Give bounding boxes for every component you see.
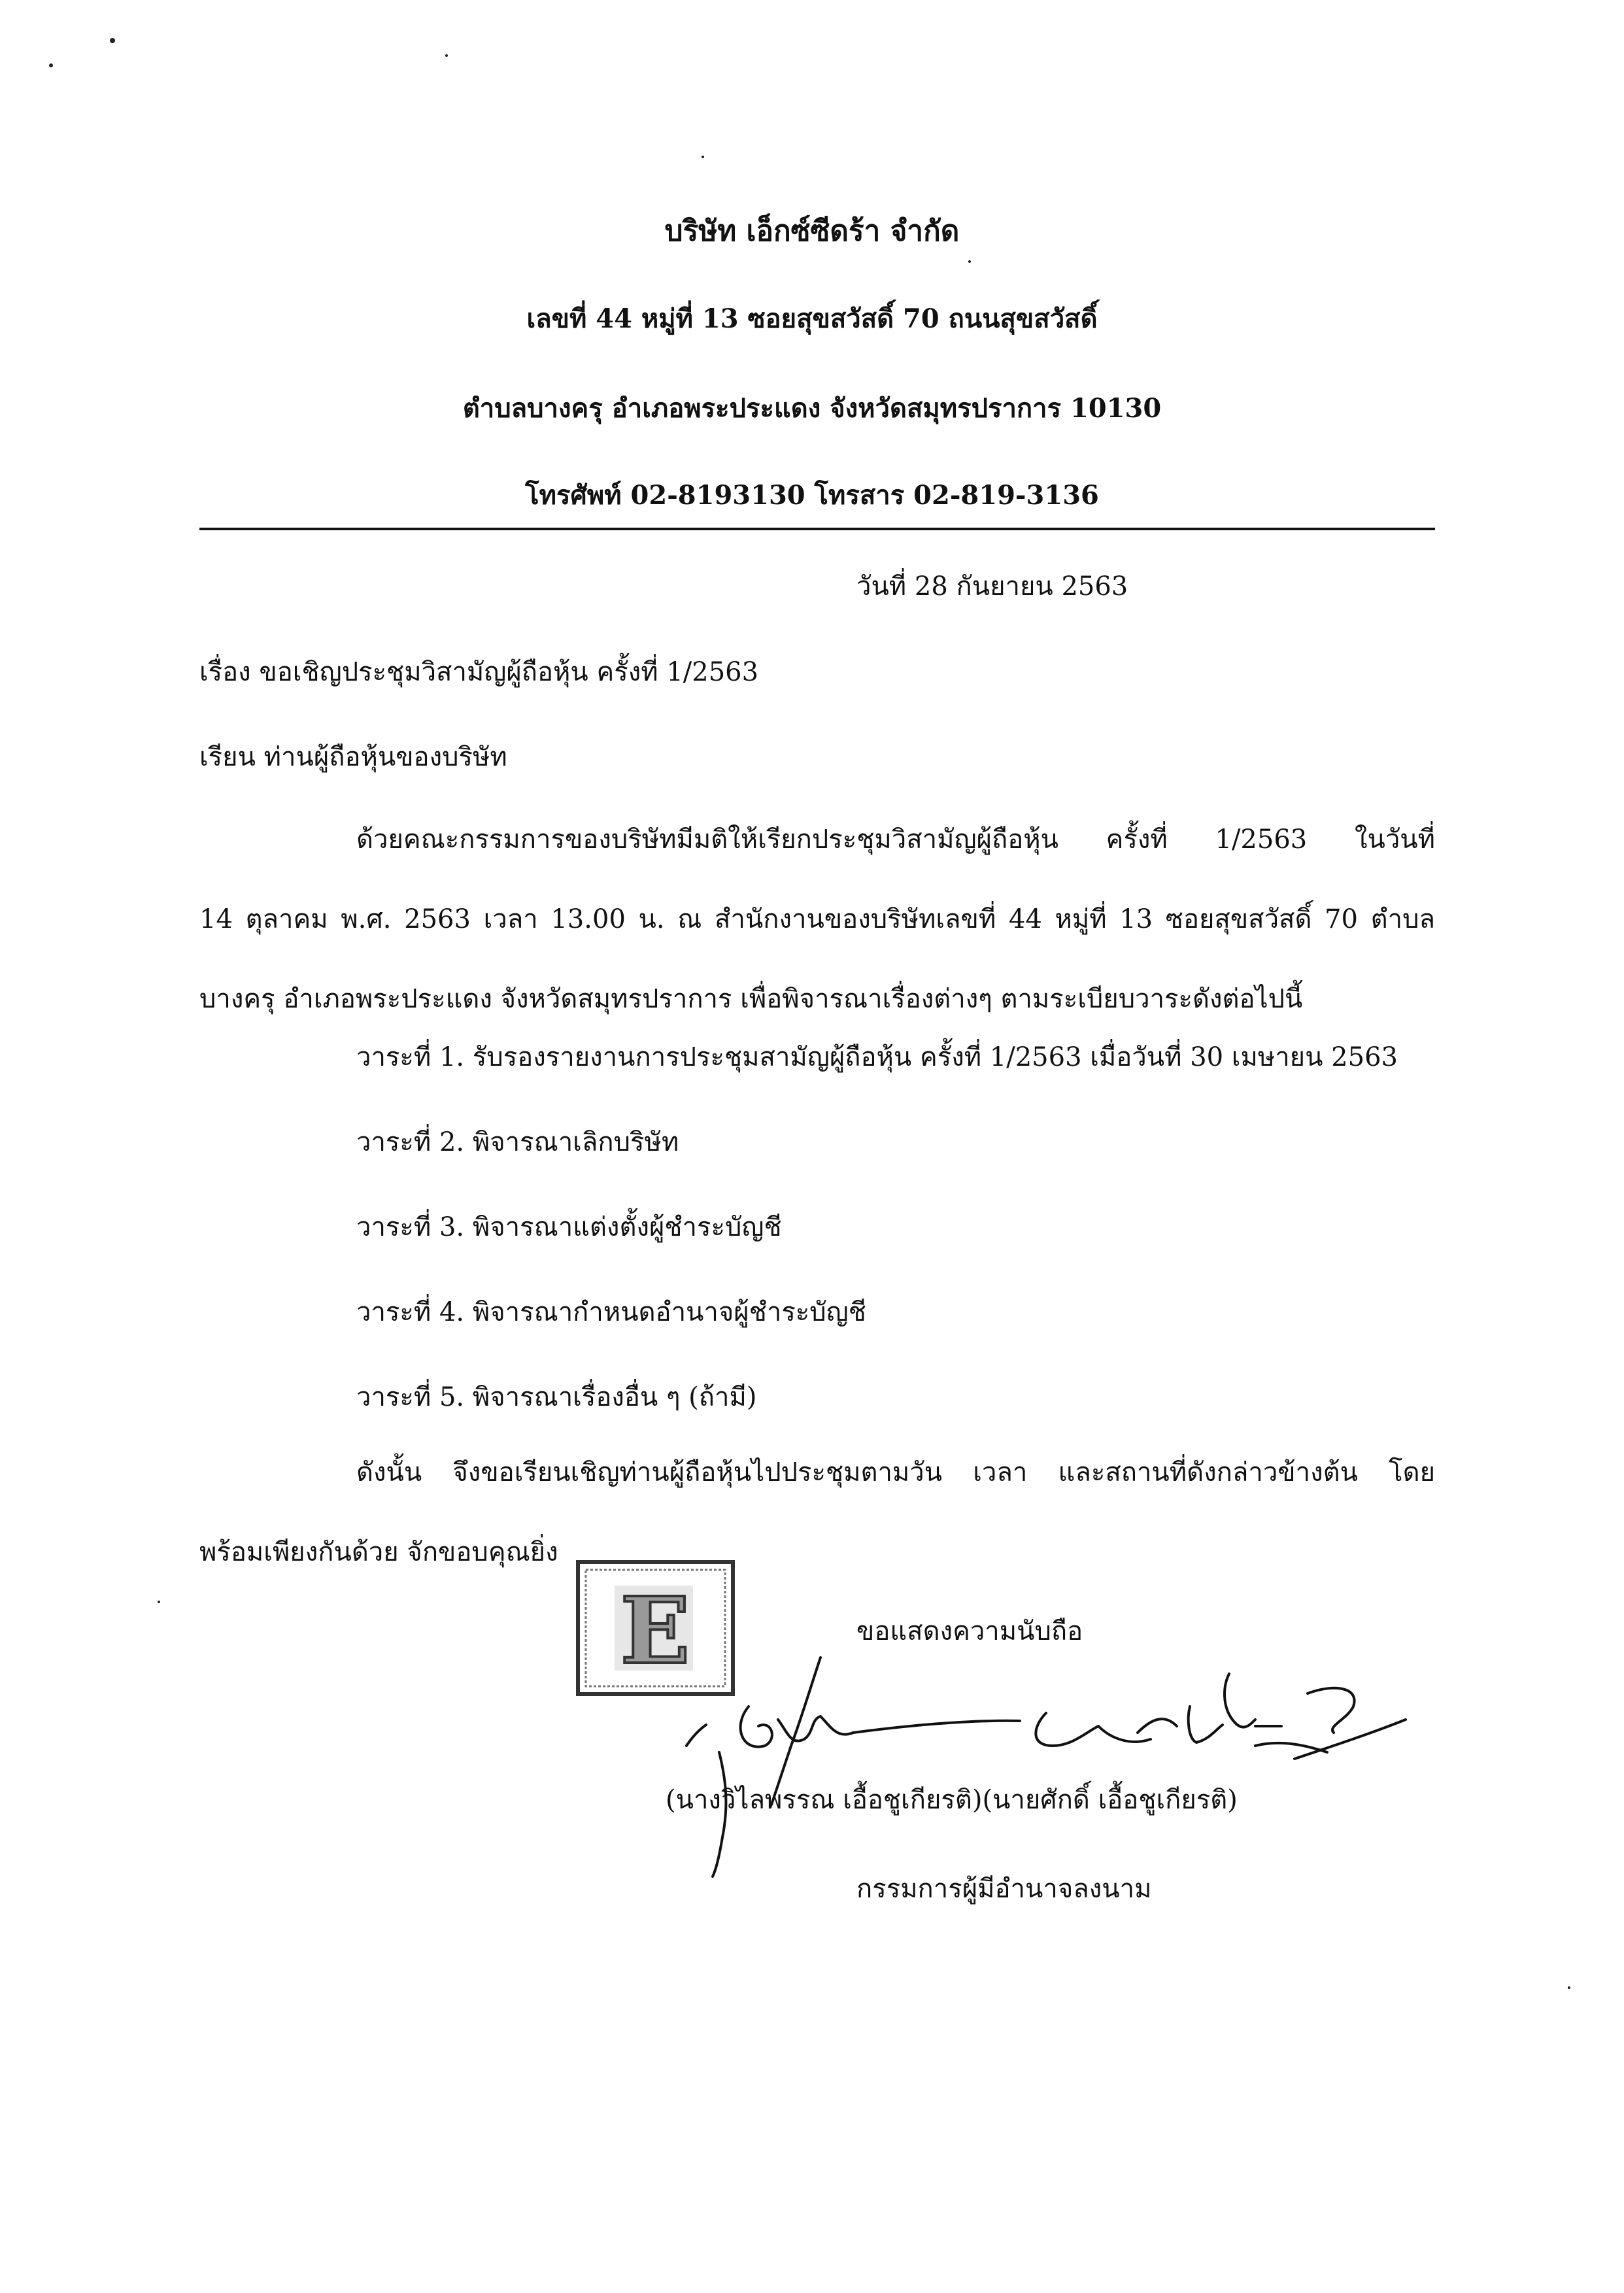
agenda-item: วาระที่ 3. พิจารณาแต่งตั้งผู้ชำระบัญชี bbox=[356, 1212, 782, 1242]
letter-subject: เรื่อง ขอเชิญประชุมวิสามัญผู้ถือหุ้น ครั้งที่ 1/2563 bbox=[199, 657, 759, 687]
header-divider bbox=[199, 528, 1435, 530]
letter-addressee: เรียน ท่านผู้ถือหุ้นของบริษัท bbox=[199, 742, 507, 772]
agenda-item: วาระที่ 4. พิจารณากำหนดอำนาจผู้ชำระบัญชี bbox=[356, 1297, 866, 1327]
company-name: บริษัท เอ็กซ์ซีดร้า จำกัด bbox=[664, 214, 960, 248]
signatory-title: กรรมการผู้มีอำนาจลงนาม bbox=[856, 1874, 1152, 1904]
intro-line: บางครุ อำเภอพระประแดง จังหวัดสมุทรปราการ เพื่อพิจารณาเรื่องต่างๆ ตามระเบียบวาระดังต่อไปนี้ bbox=[199, 984, 1303, 1014]
agenda-item: วาระที่ 2. พิจารณาเลิกบริษัท bbox=[356, 1127, 679, 1157]
letter-date: วันที่ 28 กันยายน 2563 bbox=[856, 571, 1128, 602]
agenda-item: วาระที่ 1. รับรองรายงานการประชุมสามัญผู้ถือหุ้น ครั้งที่ 1/2563 เมื่อวันที่ 30 เมษายน 2563 bbox=[356, 1042, 1398, 1072]
conclusion-paragraph bbox=[199, 1453, 1435, 1612]
closing-text: ขอแสดงความนับถือ bbox=[856, 1616, 1083, 1646]
handwritten-signatures bbox=[680, 1648, 1412, 1883]
intro-line: ด้วยคณะกรรมการของบริษัทมีมติให้เรียกประชุมวิสามัญผู้ถือหุ้น ครั้งที่ 1/2563 ในวันที่ bbox=[356, 824, 1435, 855]
address-line-1: เลขที่ 44 หมู่ที่ 13 ซอยสุขสวัสดิ์ 70 ถนนสุขสวัสดิ์ bbox=[526, 303, 1098, 334]
agenda-item: วาระที่ 5. พิจารณาเรื่องอื่น ๆ (ถ้ามี) bbox=[356, 1382, 757, 1412]
address-line-2: ตำบลบางครุ อำเภอพระประแดง จังหวัดสมุทรปราการ 10130 bbox=[462, 393, 1162, 424]
contact-line: โทรศัพท์ 02-8193130 โทรสาร 02-819-3136 bbox=[525, 480, 1099, 511]
conclusion-line: พร้อมเพียงกันด้วย จักขอบคุณยิ่ง bbox=[199, 1537, 558, 1567]
intro-paragraph bbox=[199, 820, 1435, 1059]
conclusion-line: ดังนั้น จึงขอเรียนเชิญท่านผู้ถือหุ้นไปประชุมตามวัน เวลา และสถานที่ดังกล่าวข้างต้น โดย bbox=[356, 1457, 1435, 1487]
signatory-names: (นางวิไลพรรณ เอื้อชูเกียรติ)(นายศักดิ์ เอื้อชูเกียรติ) bbox=[666, 1785, 1238, 1815]
seal-letter: E bbox=[620, 1578, 690, 1685]
intro-line: 14 ตุลาคม พ.ศ. 2563 เวลา 13.00 น. ณ สำนักงานของบริษัทเลขที่ 44 หมู่ที่ 13 ซอยสุขสวัสดิ์ 70 ตำบล bbox=[199, 904, 1435, 934]
